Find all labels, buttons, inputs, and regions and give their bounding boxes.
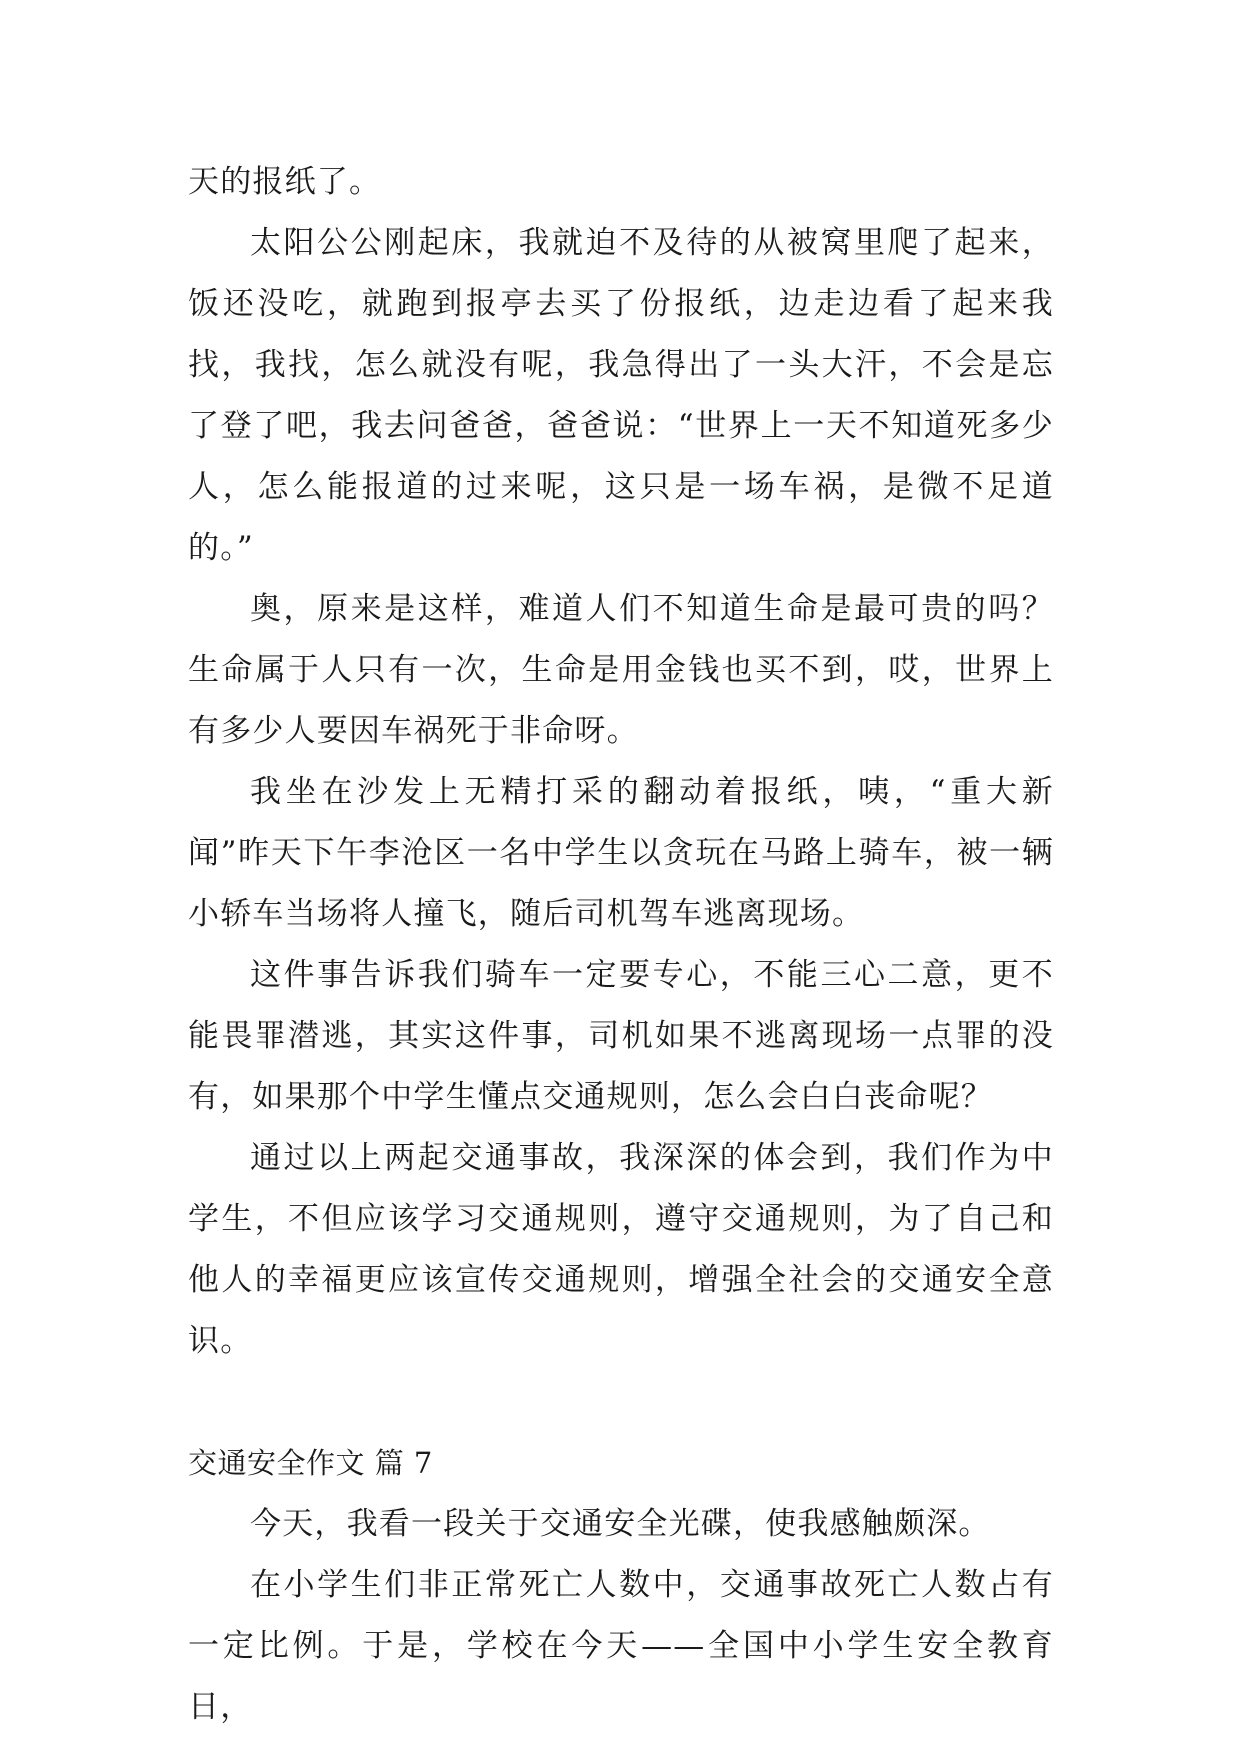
section-paragraph-2: 在小学生们非正常死亡人数中，交通事故死亡人数占有一定比例。于是，学校在今天——全国中小学生安全教育日， <box>188 1567 1054 1725</box>
paragraph-6: 通过以上两起交通事故，我深深的体会到，我们作为中学生，不但应该学习交通规则，遵守交通规则，为了自己和他人的幸福更应该宣传交通规则，增强全社会的交通安全意识。 <box>188 1140 1054 1359</box>
paragraph-3: 奥，原来是这样，难道人们不知道生命是最可贵的吗？生命属于人只有一次，生命是用金钱也买不到，哎，世界上有多少人要因车祸死于非命呀。 <box>188 591 1054 749</box>
section-paragraph-1: 今天，我看一段关于交通安全光碟，使我感触颇深。 <box>250 1506 991 1542</box>
paragraph-1: 天的报纸了。 <box>188 164 382 200</box>
section-heading: 交通安全作文 篇 7 <box>188 1446 433 1480</box>
paragraph-5: 这件事告诉我们骑车一定要专心，不能三心二意，更不能畏罪潜逃，其实这件事，司机如果不逃离现场一点罪的没有，如果那个中学生懂点交通规则，怎么会白白丧命呢？ <box>188 957 1054 1115</box>
paragraph-2: 太阳公公刚起床，我就迫不及待的从被窝里爬了起来，饭还没吃，就跑到报亭去买了份报纸，边走边看了起来我找，我找，怎么就没有呢，我急得出了一头大汗，不会是忘了登了吧，我去问爸爸，爸爸说：“世界上一天不知道死多少人，怎么能报道的过来呢，这只是一场车祸，是微不足道的。” <box>188 225 1054 566</box>
document-body <box>188 152 1054 1738</box>
paragraph-4: 我坐在沙发上无精打采的翻动着报纸，咦，“重大新闻”昨天下午李沧区一名中学生以贪玩在马路上骑车，被一辆小轿车当场将人撞飞，随后司机驾车逃离现场。 <box>188 774 1054 932</box>
